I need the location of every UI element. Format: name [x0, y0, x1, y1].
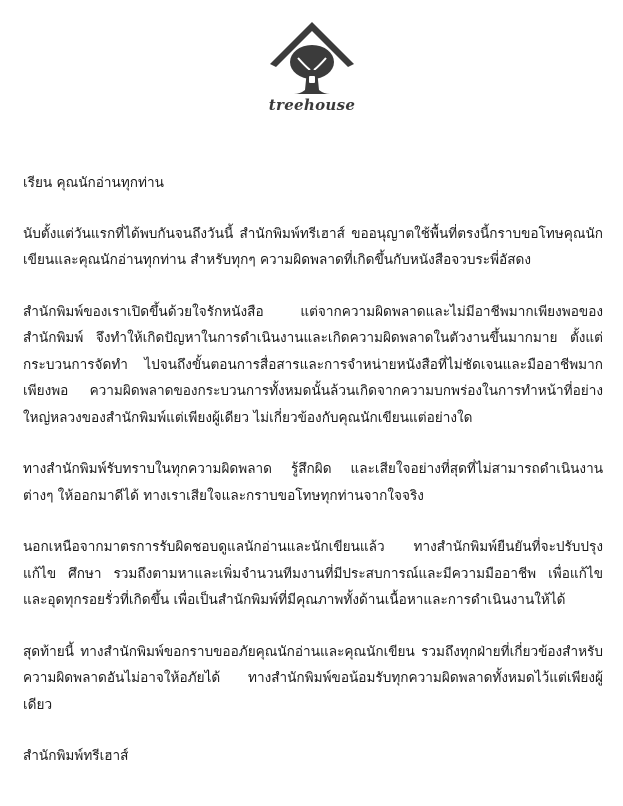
apology-letter	[23, 170, 603, 770]
letter-paragraph: สุดท้ายนี้ ทางสำนักพิมพ์ขอกราบขออภัยคุณนักอ่านและคุณนักเขียน รวมถึงทุกฝ่ายที่เกี่ยวข้องสำหรับความผิดพลาดอันไม่อาจให้อภัยได้ ทางสำนักพิมพ์ขอน้อมรับทุกความผิดพลาดทั้งหมดไว้แต่เพียงผู้เดียว	[23, 643, 603, 713]
letter-greeting: เรียน คุณนักอ่านทุกท่าน	[23, 175, 164, 191]
letter-paragraph: นับตั้งแต่วันแรกที่ได้พบกันจนถึงวันนี้ สำนักพิมพ์ทรีเฮาส์ ขออนุญาตใช้พื้นที่ตรงนี้กราบขอโทษคุณนักเขียนและคุณนักอ่านทุกท่าน สำหรับทุกๆ ความผิดพลาดที่เกิดขึ้นกับหนังสือจวบระพี่อัสดง	[23, 225, 603, 268]
letter-paragraph: นอกเหนือจากมาตรการรับผิดชอบดูแลนักอ่านและนักเขียนแล้ว ทางสำนักพิมพ์ยืนยันที่จะปรับปรุง แก้ไข ศึกษา รวมถึงตามหาและเพิ่มจำนวนทีมงานที่มีประสบการณ์และมีความมืออาชีพ เพื่อแก้ไขและอุดทุกรอยรั่วที่เกิดขึ้น เพื่อเป็นสำนักพิมพ์ที่มีคุณภาพทั้งด้านเนื้อหาและการดำเนินงานให้ได้	[23, 539, 603, 608]
letter-paragraph: ทางสำนักพิมพ์รับทราบในทุกความผิดพลาด รู้สึกผิด และเสียใจอย่างที่สุดที่ไม่สามารถดำเนินงานต่างๆ ให้ออกมาดีได้ ทางเราเสียใจและกราบขอโทษทุกท่านจากใจจริง	[23, 461, 603, 504]
letter-signature: สำนักพิมพ์ทรีเฮาส์	[23, 748, 129, 764]
brand-name: treehouse	[268, 96, 356, 114]
letter-paragraph: สำนักพิมพ์ของเราเปิดขึ้นด้วยใจรักหนังสือ แต่จากความผิดพลาดและไม่มีอาชีพมากเพียงพอของสำนักพิมพ์ จึงทำให้เกิดปัญหาในการดำเนินงานและเกิดความผิดพลาดในตัวงานขึ้นมากมาย ตั้งแต่กระบวนการจัดทำ ไปจนถึงขั้นตอนการสื่อสารและการจำหน่ายหนังสือที่ไม่ชัดเจนและมืออาชีพมากเพียงพอ ความผิดพลาดของกระบวนการทั้งหมดนั้นล้วนเกิดจากความบกพร่องในการทำหน้าที่อย่างใหญ่หลวงของสำนักพิมพ์แต่เพียงผู้เดียว ไม่เกี่ยวข้องกับคุณนักเขียนแต่อย่างใด	[23, 303, 603, 426]
